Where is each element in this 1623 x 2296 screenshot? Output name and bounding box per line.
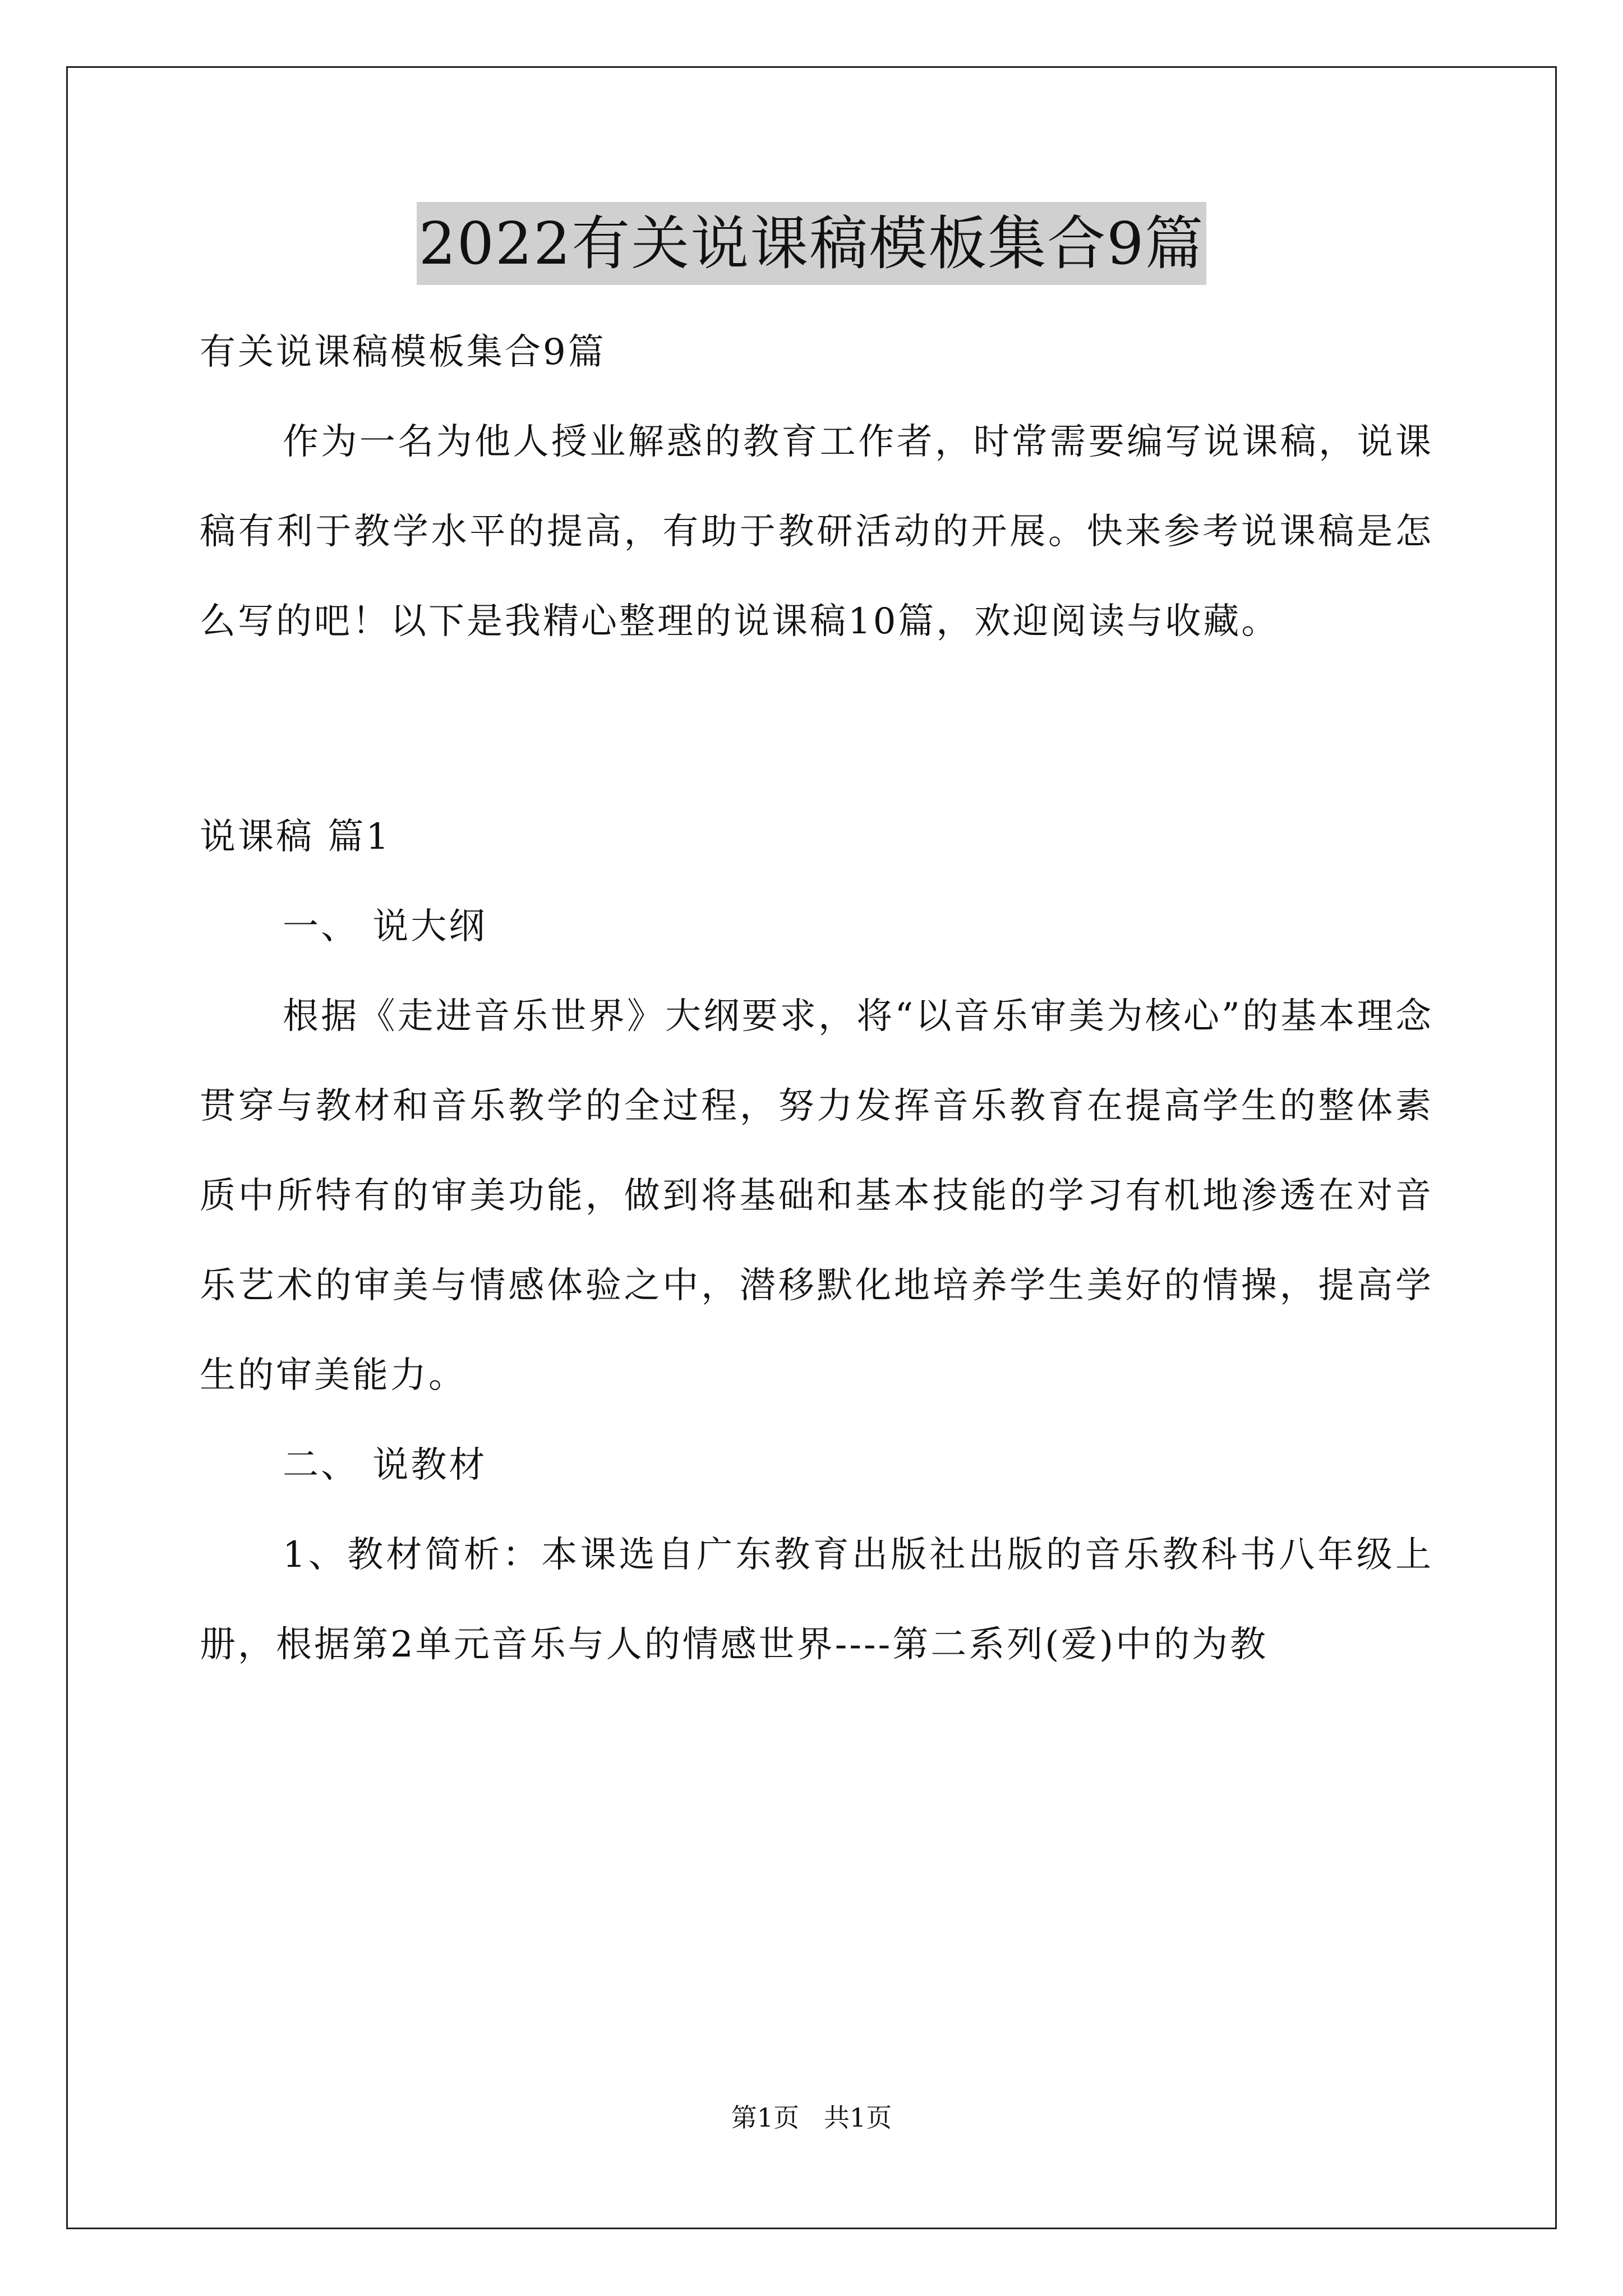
document-subtitle: 有关说课稿模板集合9篇 bbox=[200, 332, 606, 373]
title-block bbox=[0, 202, 1623, 285]
document-title: 2022有关说课稿模板集合9篇 bbox=[417, 202, 1207, 285]
part2-heading: 二、 说教材 bbox=[283, 1444, 487, 1486]
part1-paragraph: 根据《走进音乐世界》大纲要求，将“以音乐审美为核心”的基本理念贯穿与教材和音乐教学的全过程，努力发挥音乐教育在提高学生的整体素质中所特有的审美功能，做到将基础和基本技能的学习有机地渗透在对音乐艺术的审美与情感体验之中，潜移默化地培养学生美好的情操，提高学生的审美能力。 bbox=[200, 996, 1433, 1396]
page-footer: 第1页 共1页 bbox=[731, 2102, 892, 2133]
part2-paragraph: 1、教材简析：本课选自广东教育出版社出版的音乐教科书八年级上册，根据第2单元音乐与人的情感世界----第二系列(爱)中的为教 bbox=[200, 1534, 1433, 1665]
intro-paragraph: 作为一名为他人授业解惑的教育工作者，时常需要编写说课稿，说课稿有利于教学水平的提高，有助于教研活动的开展。快来参考说课稿是怎么写的吧！以下是我精心整理的说课稿10篇，欢迎阅读与收藏。 bbox=[200, 421, 1433, 642]
section-heading: 说课稿 篇1 bbox=[200, 816, 391, 858]
document-body bbox=[200, 297, 1433, 1690]
part1-heading: 一、 说大纲 bbox=[283, 906, 487, 947]
